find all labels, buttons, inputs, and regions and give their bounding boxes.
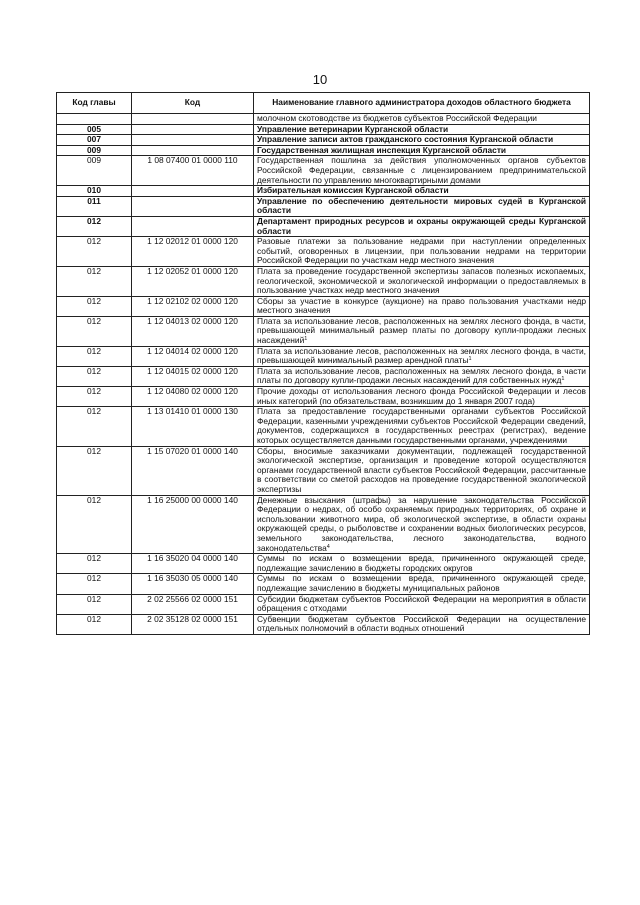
budget-code-cell [132,114,254,125]
chapter-code-cell: 012 [57,446,132,495]
administrator-name-cell: Плата за предоставление государственными органами субъектов Российской Федерации, казенными учреждениями субъектов Российской Федерации сведений, документов, содержащихся в государственных реестрах (регистрах), ведение которых осуществляется данными государственными органами, учреждениями [254,407,590,446]
header-chapter-code: Код главы [57,93,132,114]
chapter-code-cell: 012 [57,387,132,407]
administrator-name-cell: Суммы по искам о возмещении вреда, причиненного окружающей среде, подлежащие зачислению в бюджеты муниципальных районов [254,574,590,594]
page-number: 10 [312,72,328,87]
administrator-name-cell: Субвенции бюджетам субъектов Российской Федерации на осуществление отдельных полномочий в области водных отношений [254,614,590,634]
administrator-name-cell: Управление по обеспечению деятельности мировых судей в Курганской области [254,196,590,216]
administrator-name-cell: Плата за использование лесов, расположенных на землях лесного фонда, в части, превышающей минимальный размер арендной платы$^1$ [254,346,590,366]
budget-code-cell [132,145,254,156]
table-body [57,114,590,635]
budget-code-cell [132,135,254,146]
table-row [57,346,590,366]
administrator-name-cell: Департамент природных ресурсов и охраны окружающей среды Курганской области [254,216,590,236]
administrator-name-cell: Избирательная комиссия Курганской области [254,186,590,197]
header-administrator-name: Наименование главного администратора доходов областного бюджета [254,93,590,114]
budget-code-cell: 1 12 02102 02 0000 120 [132,296,254,316]
chapter-code-cell: 011 [57,196,132,216]
table-row [57,237,590,267]
budget-code-cell: 1 16 35020 04 0000 140 [132,554,254,574]
chapter-code-cell: 009 [57,145,132,156]
table-row [57,186,590,197]
administrator-name-cell: Государственная жилищная инспекция Курганской области [254,145,590,156]
footnote-marker: 1 [304,336,308,343]
header-code: Код [132,93,254,114]
administrator-name-cell: Плата за проведение государственной экспертизы запасов полезных ископаемых, геологической, экономической и экологической информации о предоставляемых в пользование участках недр местного значения [254,266,590,296]
budget-code-cell [132,216,254,236]
administrator-name-cell: Сборы, вносимые заказчиками документации, подлежащей государственной экологической экспертизе, организация и проведение которой осуществляются органами государственной власти субъектов Российской Федерации, рассчитанные в соответствии со сметой расходов на проведение государственной экологической экспертизы [254,446,590,495]
table-header-row [57,93,590,114]
chapter-code-cell: 012 [57,316,132,346]
chapter-code-cell: 007 [57,135,132,146]
administrator-name-cell: Плата за использование лесов, расположенных на землях лесного фонда, в части, превышающей минимальный размер платы по договору купли-продажи лесных насаждений$^1$ [254,316,590,346]
footnote-marker: 1 [468,356,472,363]
administrator-name-cell: Государственная пошлина за действия уполномоченных органов субъектов Российской Федерации, связанные с лицензированием предпринимательской деятельности по управлению многоквартирными домами [254,156,590,186]
table-row [57,296,590,316]
budget-code-cell: 1 12 04013 02 0000 120 [132,316,254,346]
chapter-code-cell: 005 [57,124,132,135]
chapter-code-cell: 010 [57,186,132,197]
administrator-name-cell: Денежные взыскания (штрафы) за нарушение законодательства Российской Федерации о недрах, об особо охраняемых природных территориях, об охране и использовании животного мира, об экологической экспертизе, в области охраны окружающей среды, о рыболовстве и сохранении водных биологических ресурсов, земельного законодательства, лесного законодательства, водного законодательства$^4$ [254,495,590,554]
chapter-code-cell: 012 [57,296,132,316]
table-row [57,387,590,407]
table-row [57,145,590,156]
chapter-code-cell: 012 [57,366,132,386]
table-row [57,216,590,236]
budget-code-cell: 1 12 02012 01 0000 120 [132,237,254,267]
table-row [57,316,590,346]
budget-code-cell: 1 15 07020 01 0000 140 [132,446,254,495]
table-row [57,156,590,186]
footnote-marker: 4 [326,543,330,550]
table-row [57,446,590,495]
table-row [57,407,590,446]
budget-code-cell: 2 02 35128 02 0000 151 [132,614,254,634]
administrator-name-cell: Сборы за участие в конкурсе (аукционе) на право пользования участками недр местного значения [254,296,590,316]
administrator-name-cell: Суммы по искам о возмещении вреда, причиненного окружающей среде, подлежащие зачислению в бюджеты городских округов [254,554,590,574]
budget-code-cell: 1 13 01410 01 0000 130 [132,407,254,446]
table-row [57,135,590,146]
chapter-code-cell: 012 [57,407,132,446]
chapter-code-cell: 012 [57,216,132,236]
budget-code-cell [132,186,254,197]
budget-code-cell: 1 12 04015 02 0000 120 [132,366,254,386]
chapter-code-cell: 009 [57,156,132,186]
administrator-name-cell: молочном скотоводстве из бюджетов субъектов Российской Федерации [254,114,590,125]
budget-code-cell: 1 12 04080 02 0000 120 [132,387,254,407]
chapter-code-cell: 012 [57,495,132,554]
table-row [57,266,590,296]
administrator-name-cell: Управление записи актов гражданского состояния Курганской области [254,135,590,146]
table-row [57,594,590,614]
administrator-name-cell: Субсидии бюджетам субъектов Российской Федерации на мероприятия в области обращения с отходами [254,594,590,614]
administrator-name-cell: Прочие доходы от использования лесного фонда Российской Федерации и лесов иных категорий (по обязательствам, возникшим до 1 января 2007 года) [254,387,590,407]
chapter-code-cell: 012 [57,237,132,267]
budget-code-cell [132,124,254,135]
chapter-code-cell: 012 [57,346,132,366]
table-row [57,614,590,634]
chapter-code-cell: 012 [57,594,132,614]
chapter-code-cell: 012 [57,614,132,634]
budget-code-cell [132,196,254,216]
footnote-marker: 1 [561,376,565,383]
administrator-name-cell: Плата за использование лесов, расположенных на землях лесного фонда, в части платы по договору купли-продажи лесных насаждений для собственных нужд$^1$ [254,366,590,386]
chapter-code-cell [57,114,132,125]
budget-code-cell: 1 16 35030 05 0000 140 [132,574,254,594]
table-row [57,114,590,125]
budget-code-cell: 1 12 04014 02 0000 120 [132,346,254,366]
administrator-name-cell: Управление ветеринарии Курганской области [254,124,590,135]
table-row [57,495,590,554]
chapter-code-cell: 012 [57,574,132,594]
revenue-administrators-table [56,92,590,635]
budget-code-cell: 2 02 25566 02 0000 151 [132,594,254,614]
budget-code-cell: 1 16 25000 00 0000 140 [132,495,254,554]
budget-code-cell: 1 12 02052 01 0000 120 [132,266,254,296]
budget-code-cell: 1 08 07400 01 0000 110 [132,156,254,186]
table-row [57,366,590,386]
administrator-name-cell: Разовые платежи за пользование недрами при наступлении определенных событий, оговоренных в лицензии, при пользовании недрами на территории Российской Федерации по участкам недр местного значения [254,237,590,267]
table-row [57,554,590,574]
table-row [57,124,590,135]
chapter-code-cell: 012 [57,554,132,574]
table-row [57,574,590,594]
chapter-code-cell: 012 [57,266,132,296]
table-row [57,196,590,216]
